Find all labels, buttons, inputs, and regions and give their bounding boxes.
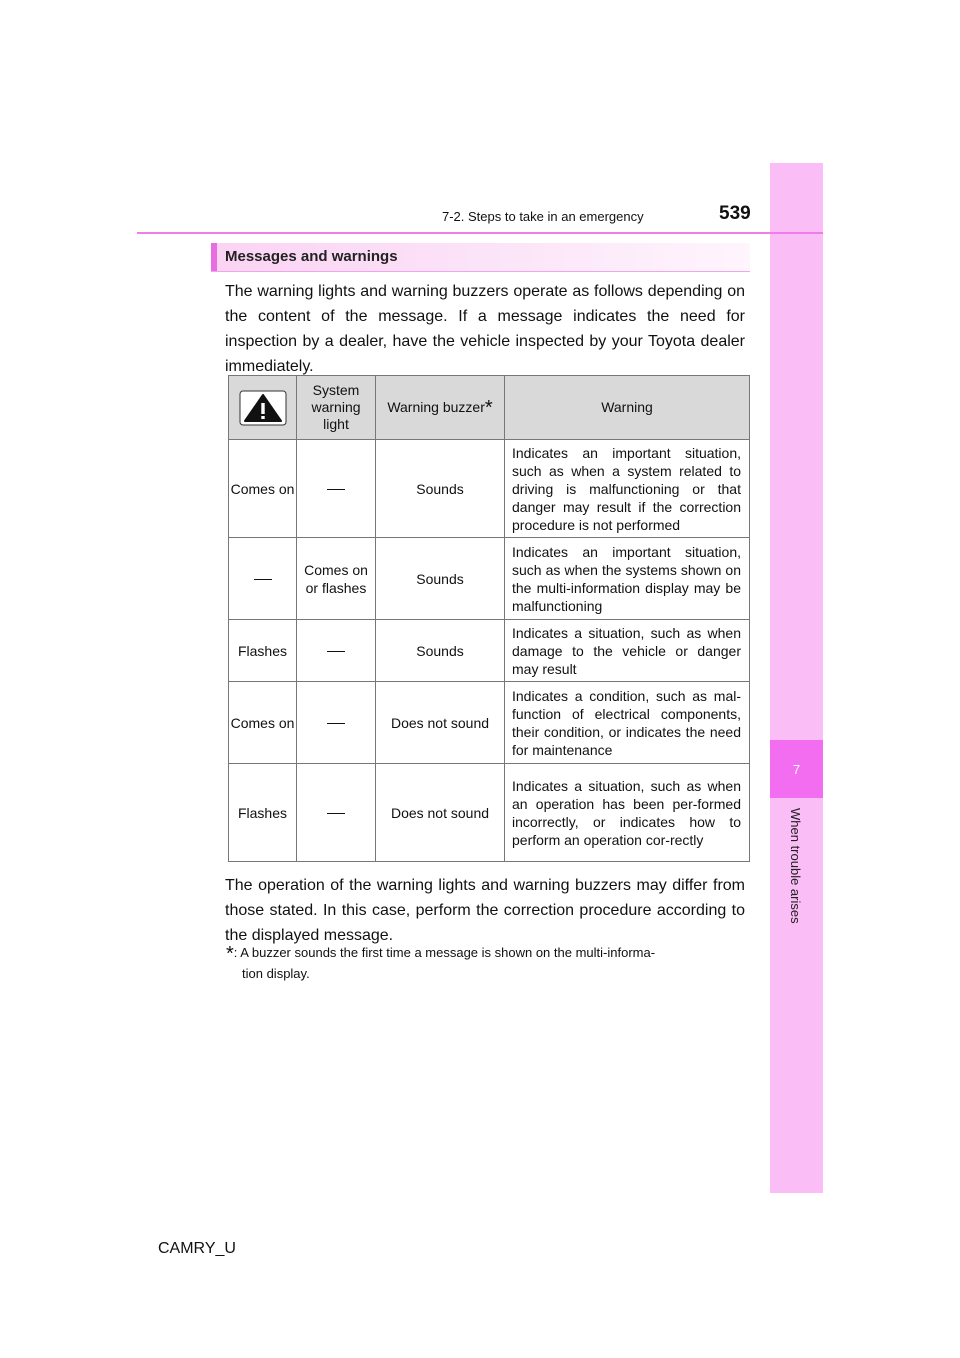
intro-paragraph: The warning lights and warning buzzers operate as follows depending on the content of the message. If a message indicates the need for inspection by a dealer, have the vehicle inspected by your Toyota dealer immediately. — [225, 283, 745, 375]
dash-mark — [327, 651, 345, 652]
dash-mark — [254, 579, 272, 580]
cell-light: Flashes — [229, 620, 297, 682]
cell-buzzer: Sounds — [376, 538, 505, 620]
cell-system-light — [297, 440, 376, 538]
footnote-text-1: : A buzzer sounds the first time a message is shown on the multi-informa- — [233, 945, 656, 960]
cell-system-light — [297, 682, 376, 764]
cell-warning: Indicates an important situation, such as when a system related to driving is malfunctioning or that danger may result if the correction procedure is not performed — [505, 440, 750, 538]
cell-warning: Indicates a situation, such as when an operation has been per-formed incorrectly, or indicates how to perform an operation cor-rectly — [505, 764, 750, 862]
warning-triangle-icon — [239, 390, 287, 426]
footnote-text-2: tion display. — [242, 966, 310, 981]
dash-mark — [327, 489, 345, 490]
header-system-warning-light: System warning light — [297, 376, 376, 440]
cell-system-light: Comes on or flashes — [297, 538, 376, 620]
cell-system-light — [297, 764, 376, 862]
cell-warning: Indicates an important situation, such as when the systems shown on the multi-information display may be malfunctioning — [505, 538, 750, 620]
chapter-number: 7 — [770, 740, 823, 798]
cell-buzzer: Does not sound — [376, 764, 505, 862]
section-bar-title: Messages and warnings — [225, 248, 398, 265]
cell-buzzer: Sounds — [376, 620, 505, 682]
page-number: 539 — [719, 203, 751, 224]
section-bar — [211, 243, 750, 272]
model-code: CAMRY_U — [158, 1240, 236, 1257]
cell-light: Comes on — [229, 440, 297, 538]
header-warning-buzzer-mark: * — [484, 397, 493, 419]
table-row — [229, 682, 750, 764]
header-rule — [137, 232, 823, 234]
warnings-table — [228, 375, 750, 862]
closing-paragraph: The operation of the warning lights and warning buzzers may differ from those stated. In this case, perform the correction procedure according to the displayed message. — [225, 877, 745, 944]
side-tab — [770, 163, 823, 1193]
header-warning-buzzer — [376, 376, 505, 440]
cell-warning: Indicates a situation, such as when damage to the vehicle or danger may result — [505, 620, 750, 682]
header-warning: Warning — [505, 376, 750, 440]
section-bar-accent — [211, 243, 217, 271]
cell-system-light — [297, 620, 376, 682]
footnote-line-1 — [226, 943, 746, 964]
table-row — [229, 440, 750, 538]
cell-light — [229, 538, 297, 620]
table-row — [229, 538, 750, 620]
cell-warning: Indicates a condition, such as mal-function of electrical components, their condition, or indicates the need for maintenance — [505, 682, 750, 764]
table-row — [229, 764, 750, 862]
dash-mark — [327, 813, 345, 814]
cell-light: Flashes — [229, 764, 297, 862]
table-row — [229, 620, 750, 682]
header-warning-buzzer-label: Warning buzzer — [387, 399, 485, 415]
dash-mark — [327, 723, 345, 724]
cell-light: Comes on — [229, 682, 297, 764]
cell-buzzer: Does not sound — [376, 682, 505, 764]
section-title: 7-2. Steps to take in an emergency — [442, 209, 644, 224]
footnote-mark: * — [226, 943, 234, 965]
footnote — [226, 943, 746, 983]
header-icon-cell — [229, 376, 297, 440]
chapter-title: When trouble arises — [788, 808, 803, 924]
cell-buzzer: Sounds — [376, 440, 505, 538]
table-header-row — [229, 376, 750, 440]
